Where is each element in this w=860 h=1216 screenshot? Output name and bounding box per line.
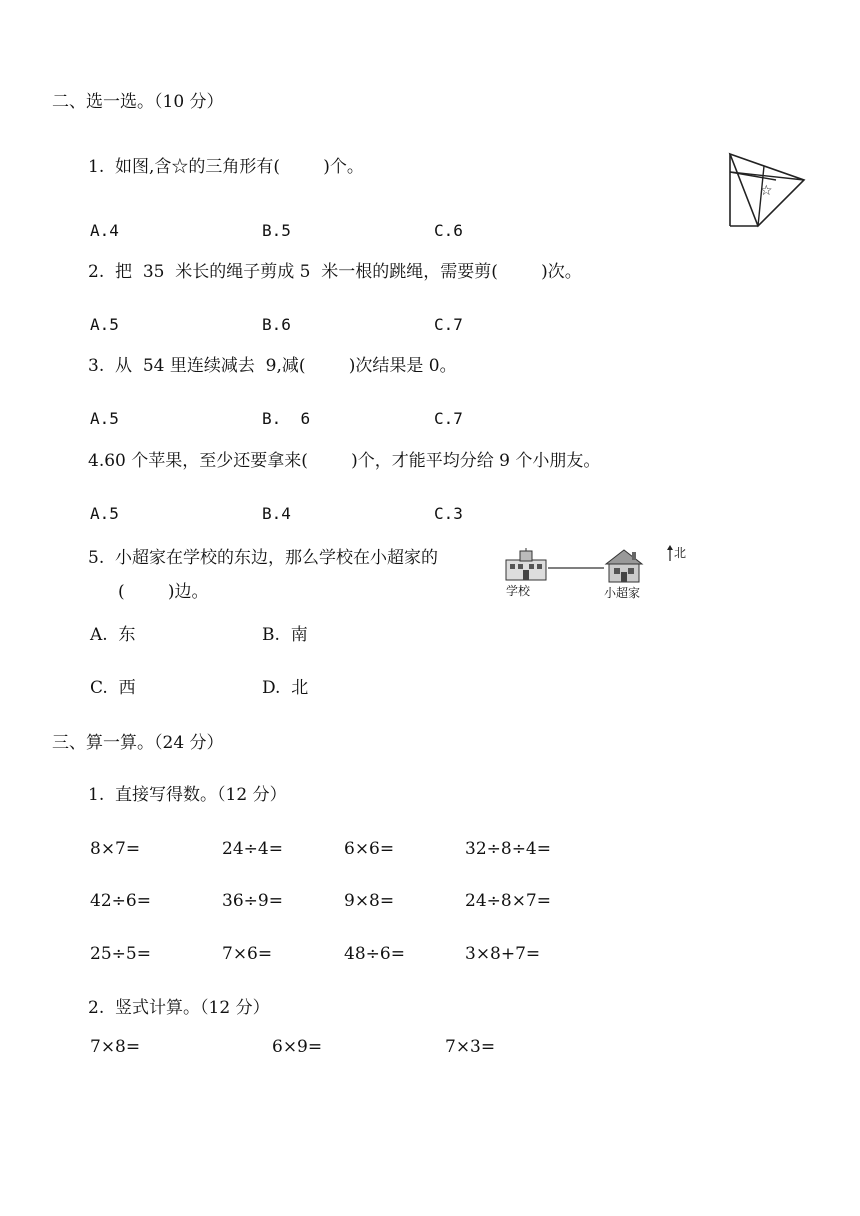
q3-option-c: C.7 — [434, 409, 463, 428]
triangle-figure — [726, 150, 808, 230]
calc-item: 48÷6= — [344, 944, 405, 964]
calc-item: 7×6= — [222, 944, 273, 964]
q4-option-c: C.3 — [434, 504, 463, 523]
calc-item: 3×8+7= — [465, 944, 541, 964]
home-label: 小超家 — [604, 586, 641, 600]
question-5-line2: ( )边。 — [118, 582, 209, 602]
calc-item: 32÷8÷4= — [465, 839, 551, 859]
q2-option-a: A.5 — [90, 315, 119, 334]
q1-option-b: B.5 — [262, 221, 291, 240]
q5-option-a: A. 东 — [90, 625, 136, 645]
calc-item: 6×6= — [344, 839, 395, 859]
calc-item: 25÷5= — [90, 944, 151, 964]
q4-option-b: B.4 — [262, 504, 291, 523]
q1-option-c: C.6 — [434, 221, 463, 240]
q5-option-b: B. 南 — [262, 625, 308, 645]
house-icon — [602, 548, 646, 584]
q3-option-b: B. 6 — [262, 409, 311, 428]
question-3-text: 3. 从 54 里连续减去 9,减( )次结果是 0。 — [88, 356, 457, 376]
section2-heading: 二、选一选。（10 分） — [52, 92, 224, 112]
section3-heading: 三、算一算。（24 分） — [52, 733, 224, 753]
q2-option-b: B.6 — [262, 315, 291, 334]
question-1-text: 1. 如图,含☆的三角形有( )个。 — [88, 157, 364, 177]
q4-option-a: A.5 — [90, 504, 119, 523]
connecting-line — [548, 566, 604, 570]
part1-title: 1. 直接写得数。（12 分） — [88, 785, 287, 805]
q5-option-d: D. 北 — [262, 678, 309, 698]
school-icon — [504, 548, 548, 582]
question-2-text: 2. 把 35 米长的绳子剪成 5 米一根的跳绳，需要剪( )次。 — [88, 262, 582, 282]
vertical-calc-item: 7×3= — [445, 1037, 496, 1057]
question-4-text: 4.60 个苹果，至少还要拿来( )个，才能平均分给 9 个小朋友。 — [88, 451, 601, 471]
q2-option-c: C.7 — [434, 315, 463, 334]
part2-title: 2. 竖式计算。（12 分） — [88, 998, 270, 1018]
school-label: 学校 — [506, 584, 531, 598]
calc-item: 36÷9= — [222, 891, 283, 911]
north-label: 北 — [674, 546, 687, 560]
calc-item: 42÷6= — [90, 891, 151, 911]
vertical-calc-item: 6×9= — [272, 1037, 323, 1057]
north-arrow-icon — [667, 545, 673, 561]
calc-item: 8×7= — [90, 839, 141, 859]
calc-item: 24÷8×7= — [465, 891, 551, 911]
calc-item: 24÷4= — [222, 839, 283, 859]
question-5-line1: 5. 小超家在学校的东边，那么学校在小超家的 — [88, 548, 439, 568]
q3-option-a: A.5 — [90, 409, 119, 428]
star-icon: ☆ — [760, 183, 773, 199]
vertical-calc-item: 7×8= — [90, 1037, 141, 1057]
calc-item: 9×8= — [344, 891, 395, 911]
q1-option-a: A.4 — [90, 221, 119, 240]
q5-option-c: C. 西 — [90, 678, 136, 698]
